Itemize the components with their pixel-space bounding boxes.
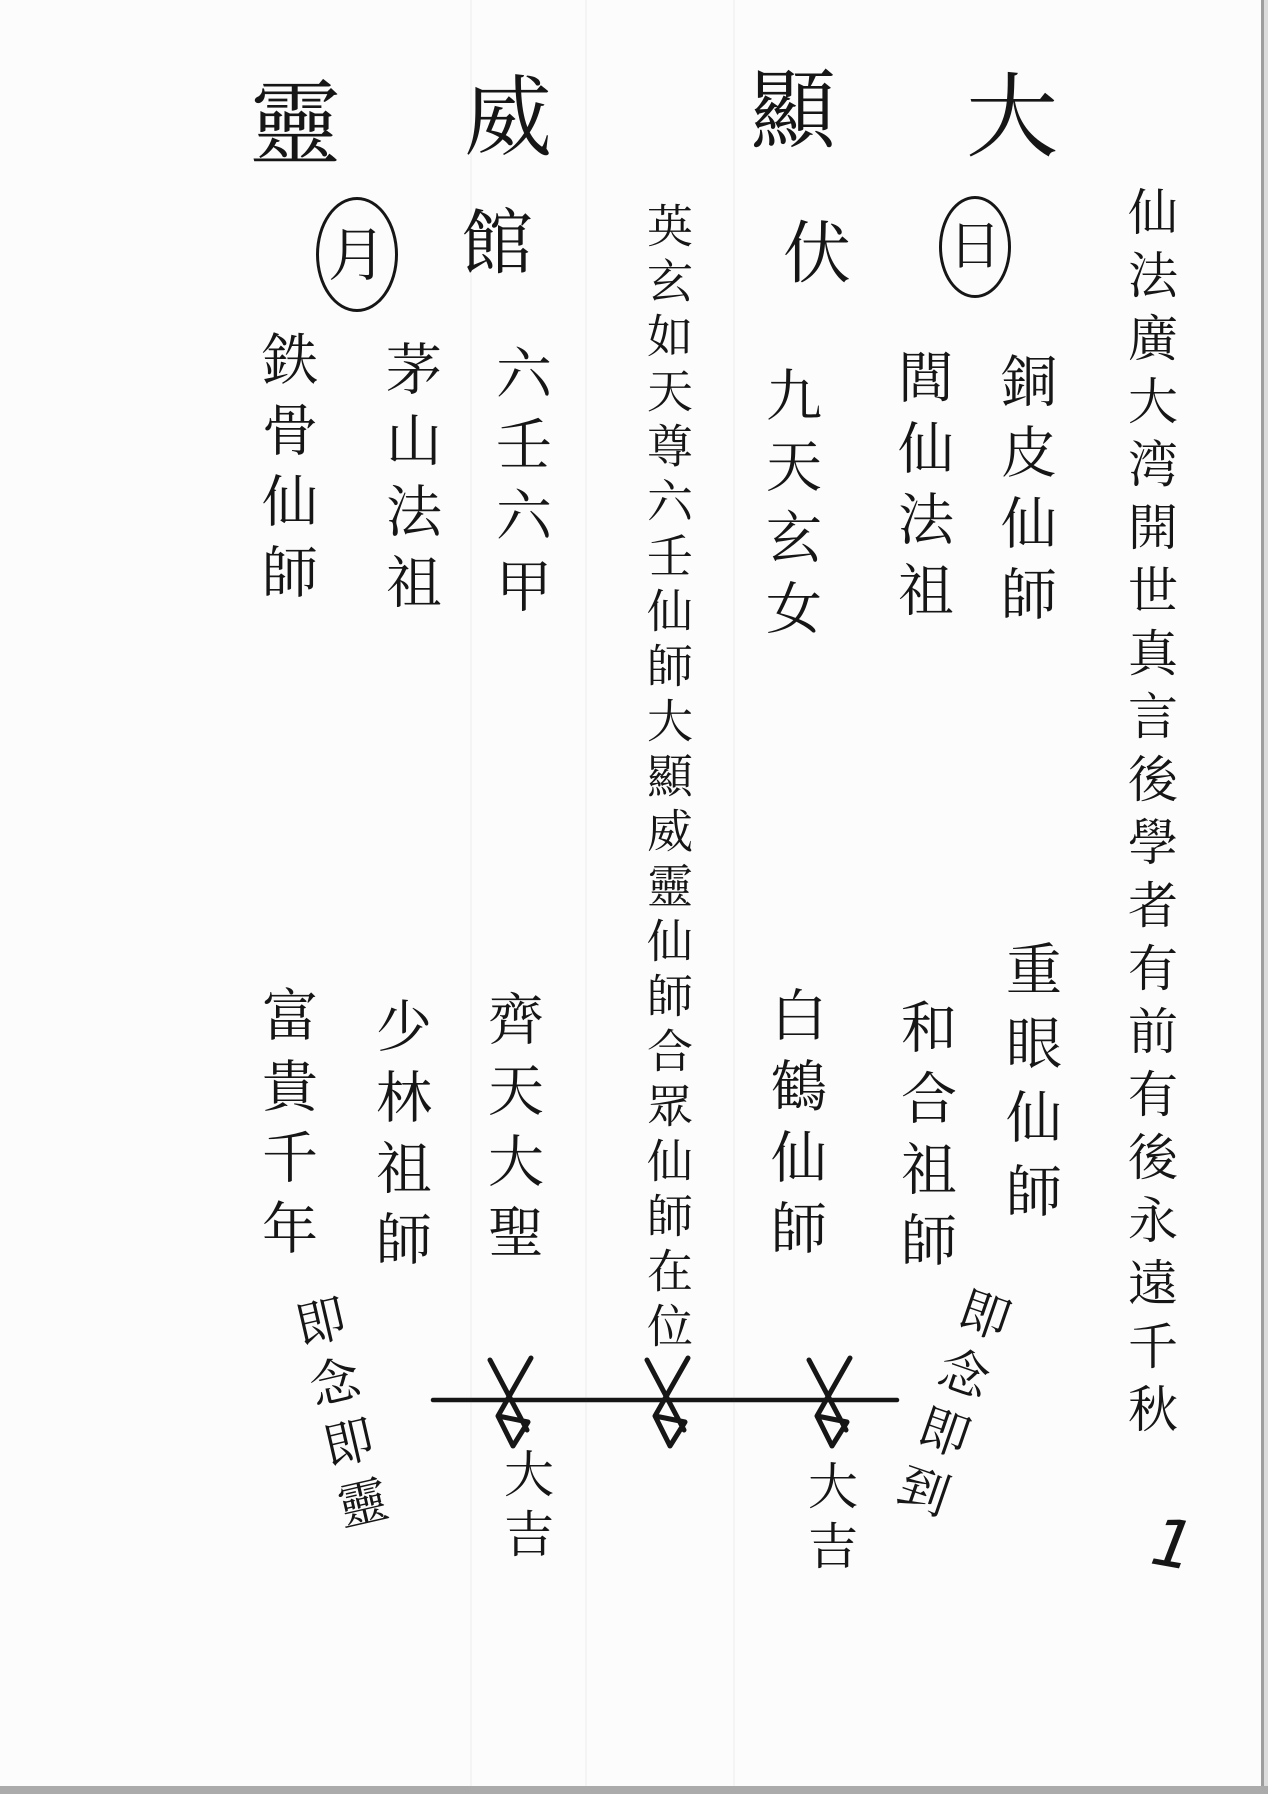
page-number: 1	[1145, 1502, 1201, 1587]
talisman-line-drawing	[425, 1345, 905, 1465]
deity-column-hehe-zushi: 和合祖師	[892, 998, 957, 1282]
title-sub-guan: 館	[461, 201, 534, 285]
title-char-xian: 顯	[750, 61, 836, 161]
paper-fold-line	[585, 0, 587, 1794]
scan-edge-right-outer	[1264, 0, 1268, 1794]
daji-label-left: 大吉	[496, 1448, 554, 1568]
title-char-ling: 靈	[249, 71, 342, 178]
invocation-column-right: 仙法廣大湾開世真言後學者有前有後永遠千秋	[1120, 186, 1178, 1446]
deity-column-maoshan-fazu: 茅山法祖	[377, 340, 442, 624]
paper-fold-line	[733, 0, 735, 1794]
deity-column-tongpi-xianshi: 銅皮仙師	[992, 352, 1057, 636]
deity-column-fugui-qiannian: 富貴千年	[253, 986, 318, 1270]
title-sub-ri-circled: 日	[939, 196, 1011, 298]
title-char-wei: 威	[464, 66, 553, 169]
scan-edge-bottom	[0, 1786, 1268, 1794]
title-sub-yue-circled: 月	[316, 197, 398, 312]
scan-edge-right	[1261, 0, 1264, 1794]
deity-column-qitian-dasheng: 齊天大聖	[479, 990, 544, 1274]
deity-column-jiutian-xuannv: 九天玄女	[757, 366, 822, 650]
paper-fold-line	[470, 0, 472, 1794]
deity-column-liuren-liujia: 六壬六甲	[487, 344, 552, 628]
deity-column-tiegu-xianshi: 鉄骨仙師	[253, 330, 318, 614]
deity-column-zhongyan-xianshi: 重眼仙師	[997, 940, 1062, 1236]
deity-column-shaolin-zushi: 少林祖師	[367, 997, 432, 1281]
title-char-da: 大	[966, 64, 1059, 171]
deity-column-lvxian-fazu: 閭仙法祖	[889, 348, 954, 632]
daji-label-right: 大吉	[800, 1460, 858, 1580]
diagonal-phrase-jinian-jiling: 即念即靈	[282, 1290, 396, 1546]
invocation-column-center: 英玄如天尊六壬仙師大顯威靈仙師合眾仙師在位	[640, 202, 694, 1357]
deity-column-baihe-xianshi: 白鶴仙師	[762, 986, 827, 1270]
diagonal-phrase-jinian-jidao: 即念即到	[881, 1279, 1017, 1533]
title-sub-fu: 伏	[783, 215, 852, 294]
